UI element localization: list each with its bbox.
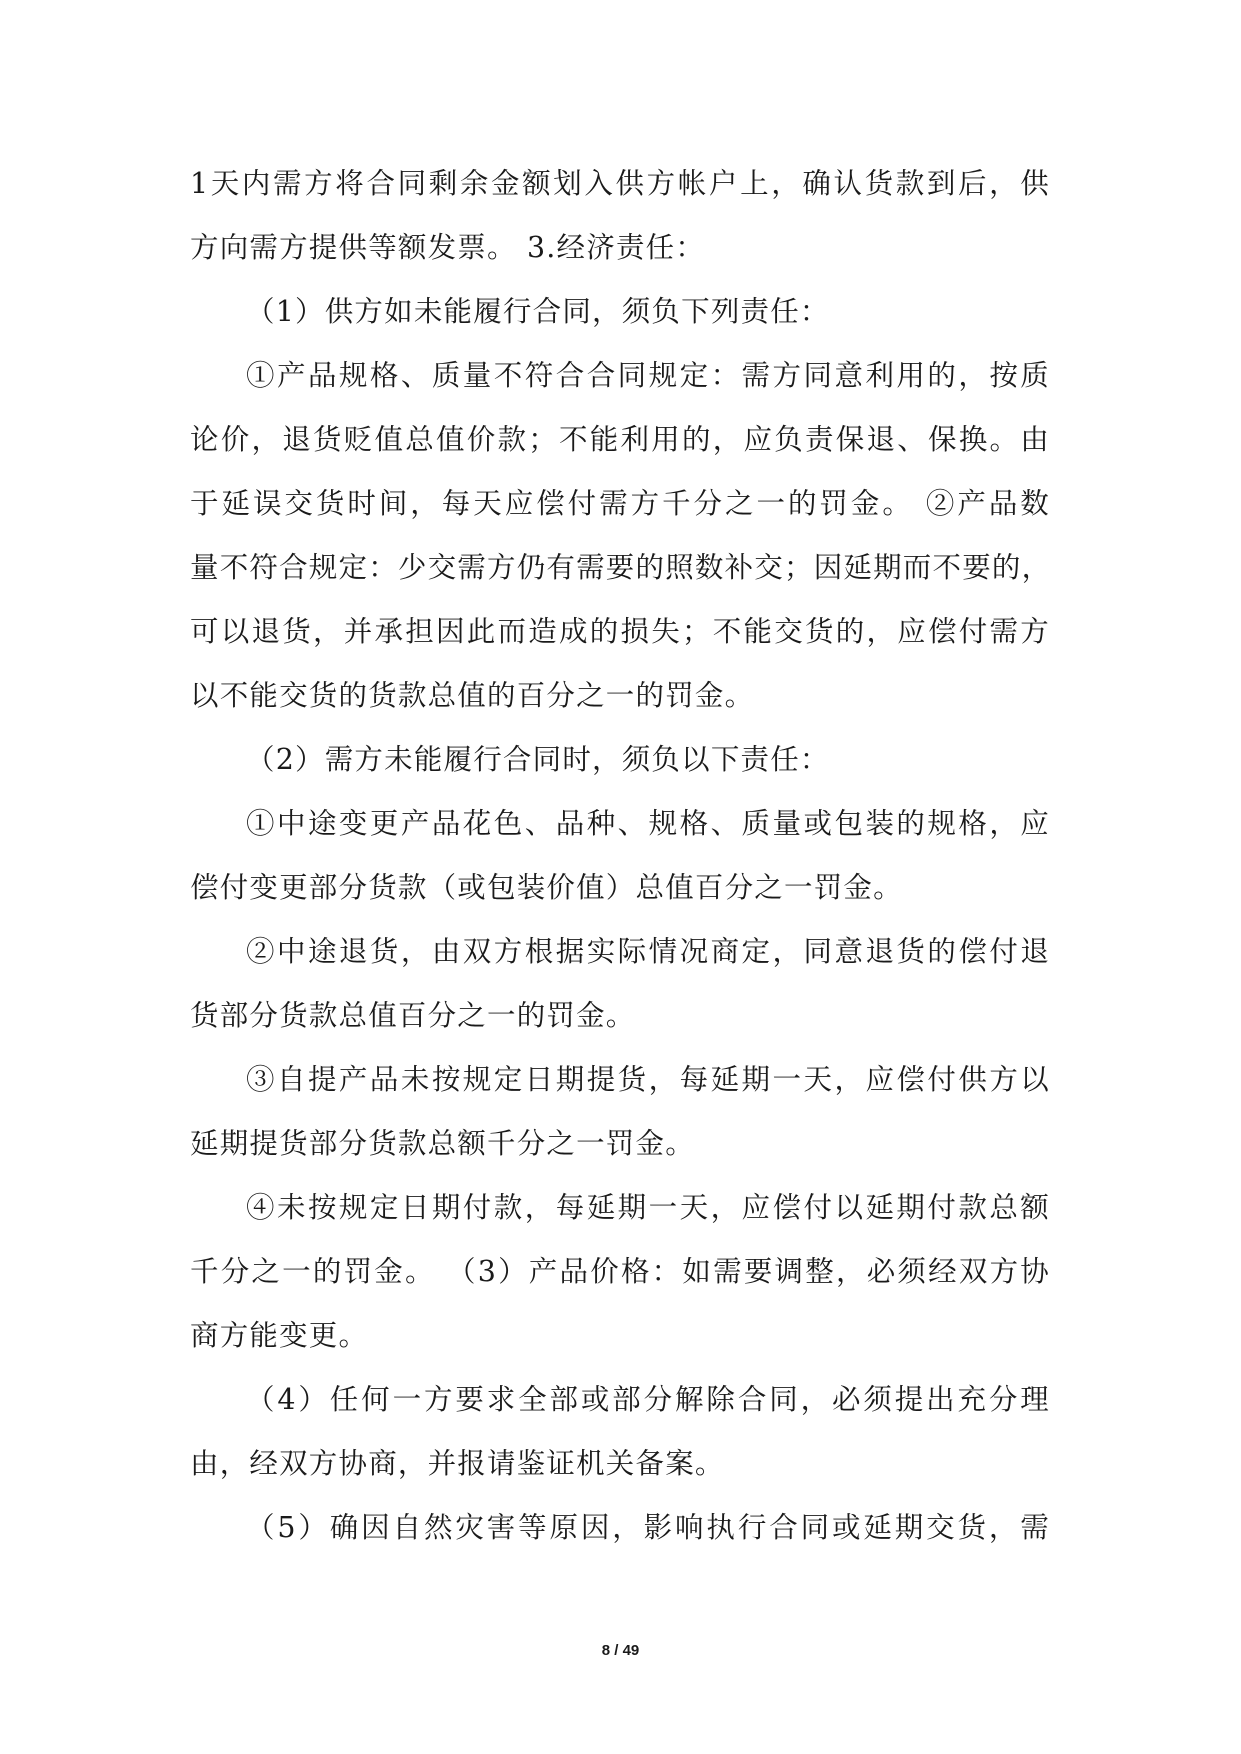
text-line: （2）需方未能履行合同时，须负以下责任：: [246, 743, 830, 776]
text-line: ①中途变更产品花色、品种、规格、质量或包装的规格，应: [246, 807, 1050, 840]
text-line: ②中途退货，由双方根据实际情况商定，同意退货的偿付退: [246, 935, 1050, 968]
text-line: 货部分货款总值百分之一的罚金。: [190, 999, 636, 1032]
text-line: 延期提货部分货款总额千分之一罚金。: [190, 1127, 695, 1160]
text-line: 论价，退货贬值总值价款；不能利用的，应负责保退、保换。由: [190, 423, 1050, 456]
text-line: （1）供方如未能履行合同，须负下列责任：: [246, 295, 830, 328]
text-line: 1天内需方将合同剩余金额划入供方帐户上，确认货款到后，供: [190, 167, 1050, 200]
text-line: ①产品规格、质量不符合合同规定：需方同意利用的，按质: [246, 359, 1050, 392]
text-line: 偿付变更部分货款（或包装价值）总值百分之一罚金。: [190, 871, 903, 904]
document-body: [190, 152, 1050, 1560]
text-line: 以不能交货的货款总值的百分之一的罚金。: [190, 679, 755, 712]
text-line: 方向需方提供等额发票。 3.经济责任：: [190, 231, 706, 264]
text-line: 商方能变更。: [190, 1319, 369, 1352]
text-line: ④未按规定日期付款，每延期一天，应偿付以延期付款总额: [246, 1191, 1050, 1224]
text-line: 由，经双方协商，并报请鉴证机关备案。: [190, 1447, 725, 1480]
page-number: 8 / 49: [601, 1642, 640, 1659]
text-line: 于延误交货时间，每天应偿付需方千分之一的罚金。 ②产品数: [190, 487, 1050, 520]
text-line: 可以退货，并承担因此而造成的损失；不能交货的，应偿付需方: [190, 615, 1050, 648]
text-line: （4）任何一方要求全部或部分解除合同，必须提出充分理: [246, 1383, 1050, 1416]
text-line: 千分之一的罚金。 （3）产品价格：如需要调整，必须经双方协: [190, 1255, 1050, 1288]
text-line: （5）确因自然灾害等原因，影响执行合同或延期交货，需: [246, 1511, 1050, 1544]
text-line: 量不符合规定：少交需方仍有需要的照数补交；因延期而不要的，: [190, 551, 1052, 584]
text-line: ③自提产品未按规定日期提货，每延期一天，应偿付供方以: [246, 1063, 1050, 1096]
